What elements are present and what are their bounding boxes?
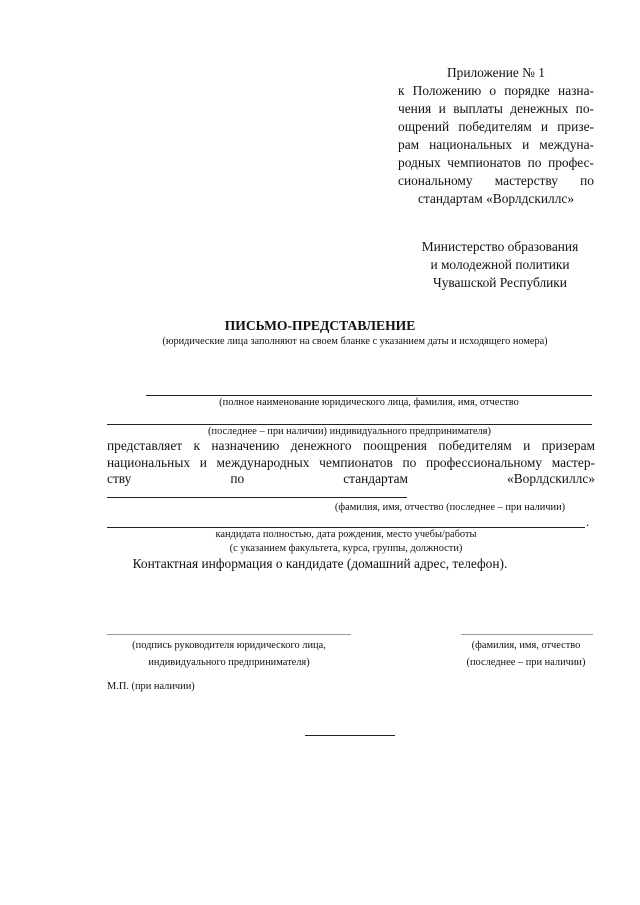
body-word: «Ворлдскиллс» (507, 471, 595, 486)
entity-name-caption: (полное наименование юридического лица, фамилия, имя, отчество (219, 397, 519, 408)
document-subtitle: (юридические лица заполняют на своем бланке с указанием даты и исходящего номера) (162, 336, 548, 347)
candidate-name-caption: (фамилия, имя, отчество (последнее – при наличии) (334, 502, 566, 513)
body-line-standards (107, 471, 595, 487)
entrepreneur-caption: (последнее – при наличии) индивидуального предпринимателя) (208, 426, 491, 437)
candidate-name-line (107, 497, 407, 498)
candidate-details-caption: кандидата полностью, дата рождения, место учебы/работы (215, 529, 477, 540)
signature-caption-line: индивидуального предпринимателя) (148, 657, 310, 668)
appendix-line: сиональному мастерству по (398, 173, 594, 188)
addressee-block (380, 238, 620, 292)
candidate-details-caption-2: (с указанием факультета, курса, группы, должности) (229, 543, 463, 554)
addressee-line: Чувашской Республики (433, 275, 567, 290)
appendix-line: рам национальных и междуна- (398, 137, 594, 152)
fio-caption-line: (последнее – при наличии) (466, 657, 586, 668)
fio-caption (455, 637, 597, 671)
body-word: по (230, 471, 245, 486)
entity-name-line (146, 395, 592, 396)
contact-info: Контактная информация о кандидате (домашний адрес, телефон). (132, 556, 508, 571)
signature-caption (107, 637, 351, 671)
entity-name-line-2 (107, 424, 592, 425)
body-line: представляет к назначению денежного поощрения победителям и призерам (107, 438, 595, 453)
appendix-block (398, 64, 594, 208)
stamp-place-label: М.П. (при наличии) (107, 681, 195, 692)
candidate-details-line (107, 527, 585, 528)
appendix-line: ощрений победителям и призе- (398, 119, 594, 134)
appendix-number: Приложение № 1 (446, 65, 546, 80)
document-title: ПИСЬМО-ПРЕДСТАВЛЕНИЕ (224, 318, 416, 333)
appendix-line: стандартам «Ворлдскиллс» (417, 191, 575, 206)
addressee-line: и молодежной политики (430, 257, 570, 272)
addressee-line: Министерство образования (421, 239, 579, 254)
line-end-dot: . (586, 514, 590, 529)
appendix-line: родных чемпионатов по профес- (398, 155, 594, 170)
body-word: стандартам (343, 471, 409, 486)
fio-line (461, 634, 593, 635)
fio-caption-line: (фамилия, имя, отчество (471, 640, 581, 651)
signature-line (107, 634, 351, 635)
appendix-line: чения и выплаты денежных по- (398, 101, 594, 116)
body-line: национальных и международных чемпионатов по профессиональному мастер- (107, 455, 595, 470)
appendix-line: к Положению о порядке назна- (398, 83, 594, 98)
closing-divider (305, 735, 395, 736)
body-word: ству (107, 471, 132, 486)
signature-caption-line: (подпись руководителя юридического лица, (132, 640, 326, 651)
